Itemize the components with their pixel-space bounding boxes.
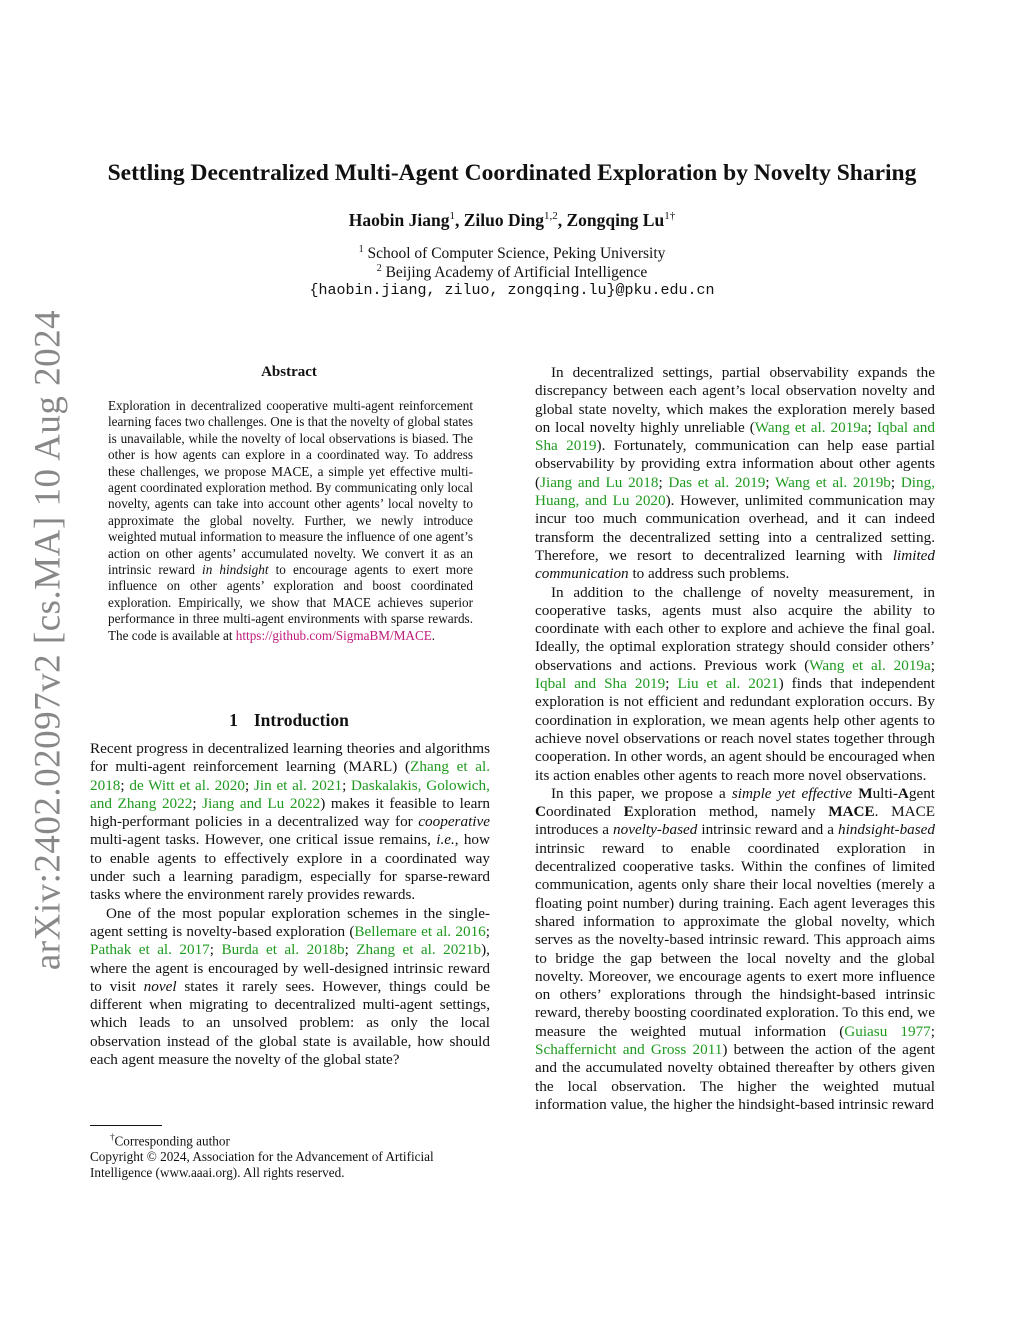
bold-letter: C xyxy=(535,803,546,821)
text: ulti- xyxy=(872,784,898,802)
copyright-notice: Copyright © 2024, Association for the Advancement of Artificial Intelligence (www.aaai.org). All rights reserved. xyxy=(90,1149,434,1181)
citation-link[interactable]: Burda et al. 2018b xyxy=(221,941,345,959)
abstract-body xyxy=(108,398,473,644)
abstract-heading: Abstract xyxy=(261,364,317,380)
citation-link[interactable]: Ding, Huang, and Lu 2020 xyxy=(535,473,936,510)
text: ; xyxy=(890,473,901,491)
text: One of the most popular exploration schemes in the single-agent setting is novelty-based exploration ( xyxy=(90,904,490,940)
paragraph xyxy=(535,785,935,1114)
text: multi-agent tasks. However, one critical issue remains, xyxy=(90,831,437,849)
text: to encourage agents to exert more influence on other agents’ exploration and boost coordinated exploration. Empirically, we show that MACE achieves superior performance in three multi-agent environments with sparse rewards. The code is available at xyxy=(108,562,473,643)
author-name: Haobin Jiang xyxy=(348,210,450,230)
bold-letter: M xyxy=(858,784,873,802)
text: ; xyxy=(120,776,130,794)
text: ) finds that independent exploration is not efficient and redundant exploration occurs. By coordination in exploration, we mean agents help other agents to achieve novel observations or reach novel states together through cooperation. In other words, an agent should be encouraged when its action enables other agents to reach more novel observations. xyxy=(535,675,935,784)
citation-link[interactable]: Iqbal and Sha 2019 xyxy=(535,675,666,693)
text: In decentralized settings, partial observability expands the discrepancy between each agent’s local observation novelty and global state novelty, which makes the exploration merely based on local novelty highly unreliable ( xyxy=(535,364,935,436)
emphasis: simple yet effective xyxy=(731,784,853,802)
text: ; xyxy=(192,794,203,812)
paragraph xyxy=(90,740,490,905)
text: ) between the action of the agent and the accumulated novelty obtained thereafter by others given the local observation. The higher the weighted mutual information value, the higher the hindsight-based intrinsic reward xyxy=(535,1040,935,1113)
author-affiliation-mark: 1† xyxy=(664,210,676,223)
method-name: MACE xyxy=(828,803,875,821)
text: ), where the agent is encouraged by well-designed intrinsic reward to visit xyxy=(90,941,490,995)
emphasis: in hindsight xyxy=(202,562,269,578)
text: . MACE introduces a xyxy=(535,803,935,839)
author-emails: {haobin.jiang, ziluo, zongqing.lu}@pku.edu.cn xyxy=(309,282,715,299)
section-number: 1 xyxy=(229,710,238,730)
text: ; xyxy=(209,941,222,959)
citation-link[interactable]: Liu et al. 2021 xyxy=(677,675,779,693)
author-name: Zongqing Lu xyxy=(566,210,665,230)
text: ; xyxy=(867,418,877,436)
text: , how to enable agents to effectively explore in a coordinated way under such a learning paradigm, especially for sparse-reward tasks where the environment rarely provides rewards. xyxy=(90,831,490,904)
author-affiliation-mark: 1,2 xyxy=(543,210,558,223)
text: ). However, unlimited communication may incur too much communication overhead, and it can indeed transform the decentralized setting into a centralized setting. Therefore, we resort to decentralized learning with xyxy=(535,492,936,564)
text: In addition to the challenge of novelty measurement, in cooperative tasks, agents must also acquire the ability to coordinate with each other to explore and achieve the final goal. Ideally, the optimal exploration strategy should consider others’ observations and actions. Previous work ( xyxy=(535,583,935,674)
footnote-text: Corresponding author xyxy=(114,1133,230,1149)
affiliation-mark: 2 xyxy=(376,263,382,274)
text: ; xyxy=(485,922,490,940)
section-heading xyxy=(90,710,488,731)
citation-link[interactable]: Schaffernicht and Gross 2011 xyxy=(535,1040,723,1058)
text: ; xyxy=(930,1022,936,1040)
text: to address such problems. xyxy=(628,565,790,583)
text: states it rarely sees. However, things could be different when migrating to decentralized multi-agent settings, which leads to an unsolved problem: as only the local observation instead of the global state is available, how should each agent measure the novelty of the global state? xyxy=(90,977,490,1069)
text: ). Fortunately, communication can help ease partial observability by providing extra information about other agents ( xyxy=(535,437,936,491)
text: xploration method, namely xyxy=(633,803,829,821)
emphasis: hindsight-based xyxy=(837,821,935,839)
footnote-rule xyxy=(90,1125,162,1126)
emphasis: limited communication xyxy=(535,546,935,583)
text: ; xyxy=(665,675,678,693)
text: . xyxy=(431,627,436,643)
emphasis: novel xyxy=(143,977,177,995)
text: ; xyxy=(765,473,775,491)
citation-link[interactable]: Guiasu 1977 xyxy=(844,1022,931,1040)
arxiv-identifier: arXiv:2402.02097v2 [cs.MA] 10 Aug 2024 xyxy=(27,309,69,971)
code-link[interactable]: https://github.com/SigmaBM/MACE xyxy=(235,627,432,643)
affiliation-mark: 1 xyxy=(358,244,364,255)
corresponding-author-note xyxy=(90,1129,490,1149)
bold-letter: A xyxy=(897,784,909,802)
paper-title: Settling Decentralized Multi-Agent Coordinated Exploration by Novelty Sharing xyxy=(107,160,917,186)
text: Exploration in decentralized cooperative multi-agent reinforcement learning faces two challenges. One is that the novelty of global states is unavailable, while the novelty of local observations is biased. The other is how agents can explore in a coordinated way. To address these challenges, we propose MACE, a simple yet effective multi-agent coordinated exploration method. By communicating only local novelty, agents can take into account other agents’ local novelty to approximate the global novelty. Further, we newly introduce weighted mutual information to measure the influence of one agent’s action on other agents’ accumulated novelty. We convert it as an intrinsic reward xyxy=(108,398,473,578)
author-affiliation-mark: 1 xyxy=(449,210,455,223)
footnote xyxy=(90,1129,490,1181)
citation-link[interactable]: Jin et al. 2021 xyxy=(253,776,343,794)
text: ) makes it feasible to learn high-performant policies in a decentralized way for xyxy=(90,794,490,831)
affiliation-line xyxy=(0,244,1024,263)
text: ; xyxy=(658,473,669,491)
citation-link[interactable]: Pathak et al. 2017 xyxy=(90,941,210,959)
paragraph xyxy=(90,905,490,1070)
text: In this paper, we propose a xyxy=(551,784,732,802)
citation-link[interactable]: de Witt et al. 2020 xyxy=(129,776,245,794)
introduction-left-column xyxy=(90,740,490,1069)
author-name: Ziluo Ding xyxy=(463,210,544,230)
citation-link[interactable]: Daskalakis, Golowich, and Zhang 2022 xyxy=(90,776,490,812)
citation-link[interactable]: Zhang et al. 2021b xyxy=(356,941,482,959)
text: Recent progress in decentralized learning theories and algorithms for multi-agent reinforcement learning (MARL) ( xyxy=(90,740,490,776)
text: intrinsic reward and a xyxy=(697,821,838,839)
affiliation-text: Beijing Academy of Artificial Intelligence xyxy=(385,264,648,282)
right-column xyxy=(535,364,935,1114)
text: oordinated xyxy=(545,803,624,821)
citation-link[interactable]: Zhang et al. 2018 xyxy=(90,758,490,794)
emphasis: novelty-based xyxy=(613,821,698,839)
citation-link[interactable]: Iqbal and Sha 2019 xyxy=(535,418,935,455)
text: intrinsic reward to enable coordinated exploration in decentralized cooperative tasks. Within the confines of limited communication, agents only share their local novelties (merely a floating point number) during training. Each agent leverages this shared information to approximate the global novelty, which serves as the novelty-based intrinsic reward. This approach aims to bridge the gap between the local novelty and the global novelty. Moreover, we encourage agents to exert more influence on others’ explorations through the hindsight-based intrinsic reward, thereby boosting coordinated exploration. To this end, we measure the weighted mutual information ( xyxy=(535,839,935,1040)
citation-link[interactable]: Wang et al. 2019b xyxy=(774,473,891,491)
citation-link[interactable]: Bellemare et al. 2016 xyxy=(354,922,486,940)
citation-link[interactable]: Jiang and Lu 2018 xyxy=(540,473,659,491)
text: ; xyxy=(342,776,352,794)
text: gent xyxy=(908,784,936,802)
emphasis: cooperative xyxy=(418,813,490,831)
arxiv-identifier-margin xyxy=(8,309,88,971)
footnote-mark: † xyxy=(110,1132,115,1142)
text: ; xyxy=(244,776,254,794)
affiliation-text: School of Computer Science, Peking University xyxy=(367,245,666,263)
citation-link[interactable]: Wang et al. 2019a xyxy=(754,418,868,436)
author-list: Haobin Jiang$^1$, Ziluo Ding$^{1,2}$, Zongqing $Lu^{1\dagger}$ xyxy=(348,210,676,230)
emphasis: i.e. xyxy=(436,831,455,849)
paragraph xyxy=(535,584,935,785)
bold-letter: E xyxy=(623,803,634,821)
section-title: Introduction xyxy=(253,710,349,730)
affiliation-line xyxy=(0,263,1024,282)
citation-link[interactable]: Wang et al. 2019a xyxy=(809,656,931,674)
text: ; xyxy=(344,941,357,959)
citation-link[interactable]: Jiang and Lu 2022 xyxy=(202,794,321,812)
paragraph xyxy=(535,364,935,584)
text: ; xyxy=(930,656,935,674)
citation-link[interactable]: Das et al. 2019 xyxy=(668,473,766,491)
